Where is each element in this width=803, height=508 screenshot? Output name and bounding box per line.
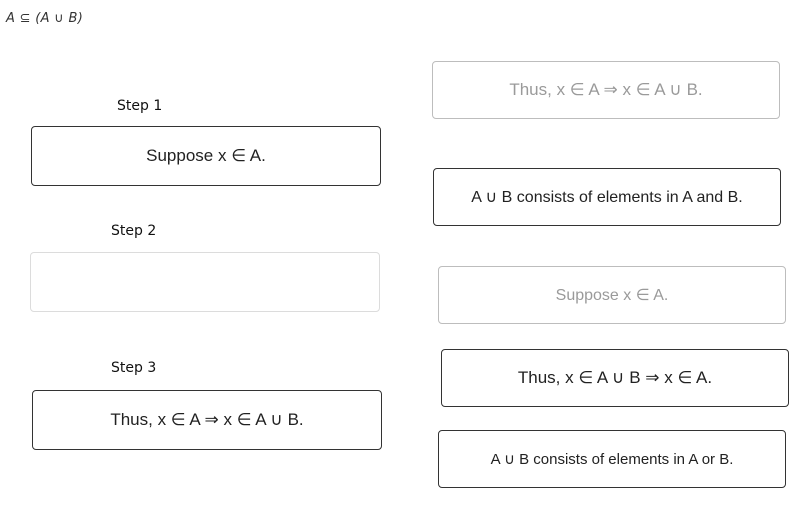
option-card-suppose-x-in-a[interactable] (438, 266, 786, 324)
problem-statement: A ⊆ (A ∪ B) (6, 11, 84, 26)
step-1-label: Step 1 (117, 98, 163, 114)
option-card-text: A ∪ B consists of elements in A and B. (471, 189, 743, 206)
option-card-text: Suppose x ∈ A. (555, 287, 669, 304)
step-2-drop-slot[interactable] (30, 252, 380, 312)
option-card-thus-a-implies-union[interactable] (432, 61, 780, 119)
option-card-text: A ∪ B consists of elements in A or B. (490, 451, 734, 468)
step-1-drop-slot[interactable] (31, 126, 381, 186)
option-card-thus-union-implies-a[interactable] (441, 349, 789, 407)
option-card-union-or[interactable] (438, 430, 786, 488)
step-2-label: Step 2 (111, 223, 157, 239)
option-card-union-and[interactable] (433, 168, 781, 226)
option-card-text: Thus, x ∈ A ⇒ x ∈ A ∪ B. (509, 80, 703, 99)
step-3-drop-slot[interactable] (32, 390, 382, 450)
step-1-slot-text: Suppose x ∈ A. (146, 146, 266, 165)
step-3-slot-text: Thus, x ∈ A ⇒ x ∈ A ∪ B. (110, 410, 304, 429)
option-card-text: Thus, x ∈ A ∪ B ⇒ x ∈ A. (517, 368, 713, 387)
step-3-label: Step 3 (111, 360, 157, 376)
